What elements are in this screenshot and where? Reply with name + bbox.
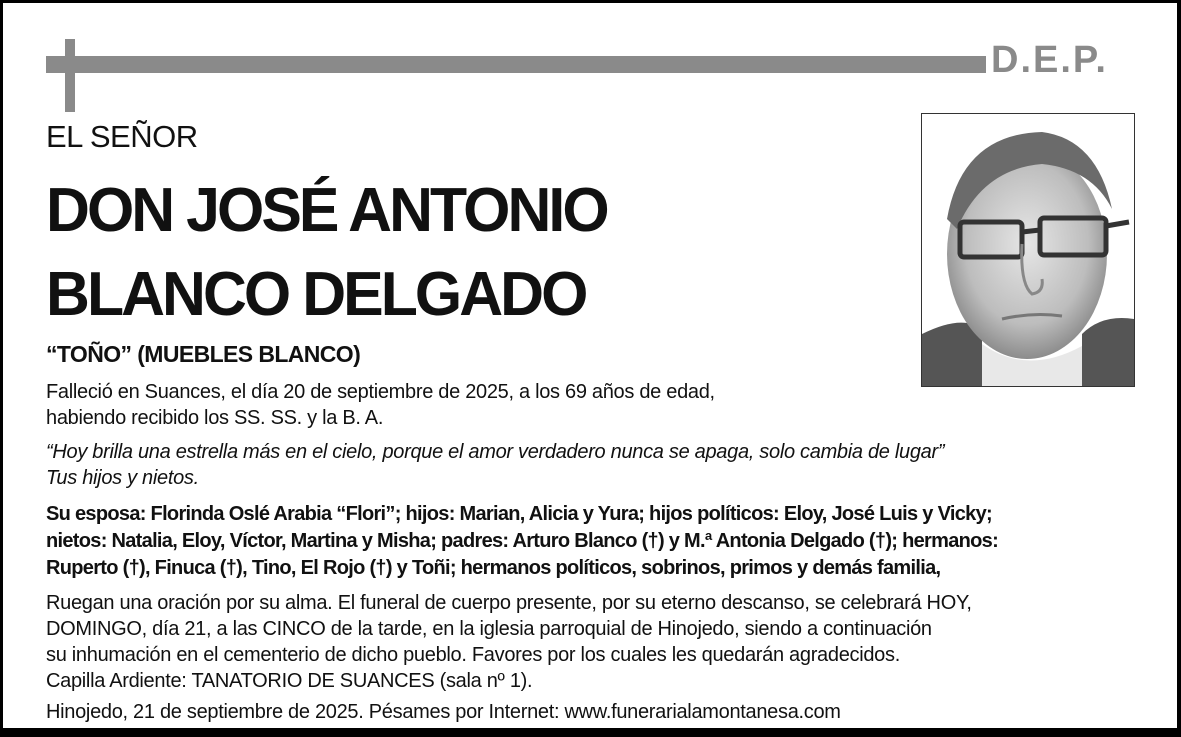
- intro-label: EL SEÑOR: [46, 119, 198, 154]
- memorial-quote: [46, 439, 944, 491]
- name-line-1: DON JOSÉ ANTONIO: [46, 176, 607, 245]
- family-line-2: nietos: Natalia, Eloy, Víctor, Martina y Misha; padres: Arturo Blanco (†) y M.ª Antonia Delgado (†); hermanos:: [46, 530, 999, 552]
- death-notice-line-1: Falleció en Suances, el día 20 de septiembre de 2025, a los 69 años de edad,: [46, 381, 715, 403]
- family-line-3: Ruperto (†), Finuca (†), Tino, El Rojo (†) y Toñi; hermanos políticos, sobrinos, primos y demás familia,: [46, 557, 941, 579]
- cross-icon: [65, 39, 75, 112]
- portrait-photo: [921, 113, 1135, 387]
- family-line-1: Su esposa: Florinda Oslé Arabia “Flori”; hijos: Marian, Alicia y Yura; hijos políticos: Eloy, José Luis y Vicky;: [46, 503, 992, 525]
- funeral-line-2: DOMINGO, día 21, a las CINCO de la tarde, en la iglesia parroquial de Hinojedo, siendo a continuación: [46, 618, 932, 640]
- dep-label: D.E.P.: [991, 39, 1108, 81]
- obituary-card: [3, 3, 1177, 728]
- footer-line: Hinojedo, 21 de septiembre de 2025. Pésames por Internet: www.funerarialamontanesa.com: [46, 701, 841, 723]
- cross-icon-bar: [46, 56, 98, 73]
- funeral-line-3: su inhumación en el cementerio de dicho pueblo. Favores por los cuales les quedarán agradecidos.: [46, 644, 900, 666]
- header-rule: [96, 56, 986, 73]
- family-list: [46, 501, 998, 582]
- portrait-image: [922, 114, 1134, 386]
- funeral-details: [46, 590, 972, 694]
- death-notice: [46, 379, 715, 431]
- death-notice-line-2: habiendo recibido los SS. SS. y la B. A.: [46, 407, 384, 429]
- chapel-info: Capilla Ardiente: TANATORIO DE SUANCES (sala nº 1).: [46, 670, 533, 692]
- nickname: “TOÑO” (MUEBLES BLANCO): [46, 341, 361, 367]
- funeral-line-1: Ruegan una oración por su alma. El funeral de cuerpo presente, por su eterno descanso, se celebrará HOY,: [46, 592, 972, 614]
- quote-line-1: “Hoy brilla una estrella más en el cielo, porque el amor verdadero nunca se apaga, solo cambia de lugar”: [46, 441, 945, 463]
- quote-signature: Tus hijos y nietos.: [46, 467, 199, 489]
- name-line-2: BLANCO DELGADO: [46, 260, 586, 329]
- deceased-name: [46, 169, 607, 337]
